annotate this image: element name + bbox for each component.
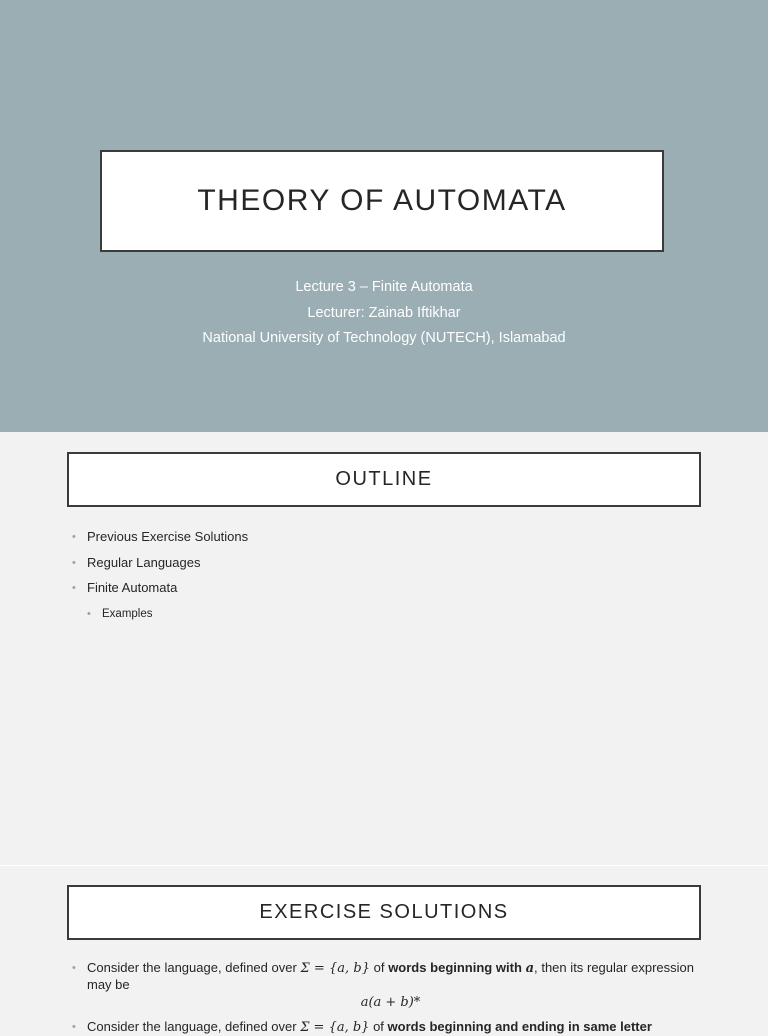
exercise-text: of	[373, 960, 385, 975]
list-item	[72, 528, 248, 554]
bullet-icon: •	[72, 582, 76, 594]
alphabet-math: Σ = {a, b}	[300, 961, 370, 976]
outline-list	[72, 528, 248, 630]
bullet-icon: •	[87, 607, 91, 620]
outline-heading: OUTLINE	[335, 468, 433, 490]
bullet-icon: •	[72, 531, 76, 543]
subtitle-block	[0, 275, 768, 352]
lecturer-line: Lecturer: Zainab Iftikhar	[307, 304, 461, 321]
lecture-line: Lecture 3 – Finite Automata	[295, 279, 473, 295]
bullet-icon: •	[72, 556, 76, 569]
slide-title: THEORY OF AUTOMATA	[197, 184, 567, 217]
list-item-text: Previous Exercise Solutions	[87, 529, 249, 544]
list-item	[72, 960, 694, 1011]
exercise-slide	[0, 865, 768, 1035]
alphabet-math: Σ = {a, b}	[300, 1020, 370, 1035]
list-item-text: Examples	[102, 607, 153, 620]
list-item	[72, 1019, 694, 1036]
exercise-bold-text: words beginning with	[388, 960, 522, 975]
letter-math: a	[525, 961, 535, 976]
list-item	[72, 554, 248, 580]
bullet-icon: •	[72, 962, 76, 974]
regex-formula: a(a + b)*	[360, 995, 421, 1010]
list-item-text: Regular Languages	[87, 554, 201, 570]
university-line: National University of Technology (NUTECH), Islamabad	[202, 330, 566, 346]
outline-heading-box	[67, 452, 701, 507]
exercise-text: Consider the language, defined over	[87, 1019, 297, 1034]
outline-slide	[0, 432, 768, 865]
title-slide	[0, 0, 768, 432]
exercise-content	[72, 960, 694, 1036]
exercise-text: of	[373, 1019, 384, 1034]
exercise-text: , then its regular expression may be	[87, 960, 694, 992]
exercise-heading: EXERCISE SOLUTIONS	[259, 901, 509, 923]
exercise-bold-text: words beginning and ending in same letter	[387, 1019, 652, 1034]
list-item	[72, 579, 248, 605]
title-box	[100, 150, 664, 252]
list-item-text: Finite Automata	[87, 580, 178, 595]
exercise-heading-box	[67, 885, 701, 940]
sub-list-item	[72, 605, 248, 631]
exercise-text: Consider the language, defined over	[87, 960, 297, 975]
bullet-icon: •	[72, 1021, 76, 1033]
